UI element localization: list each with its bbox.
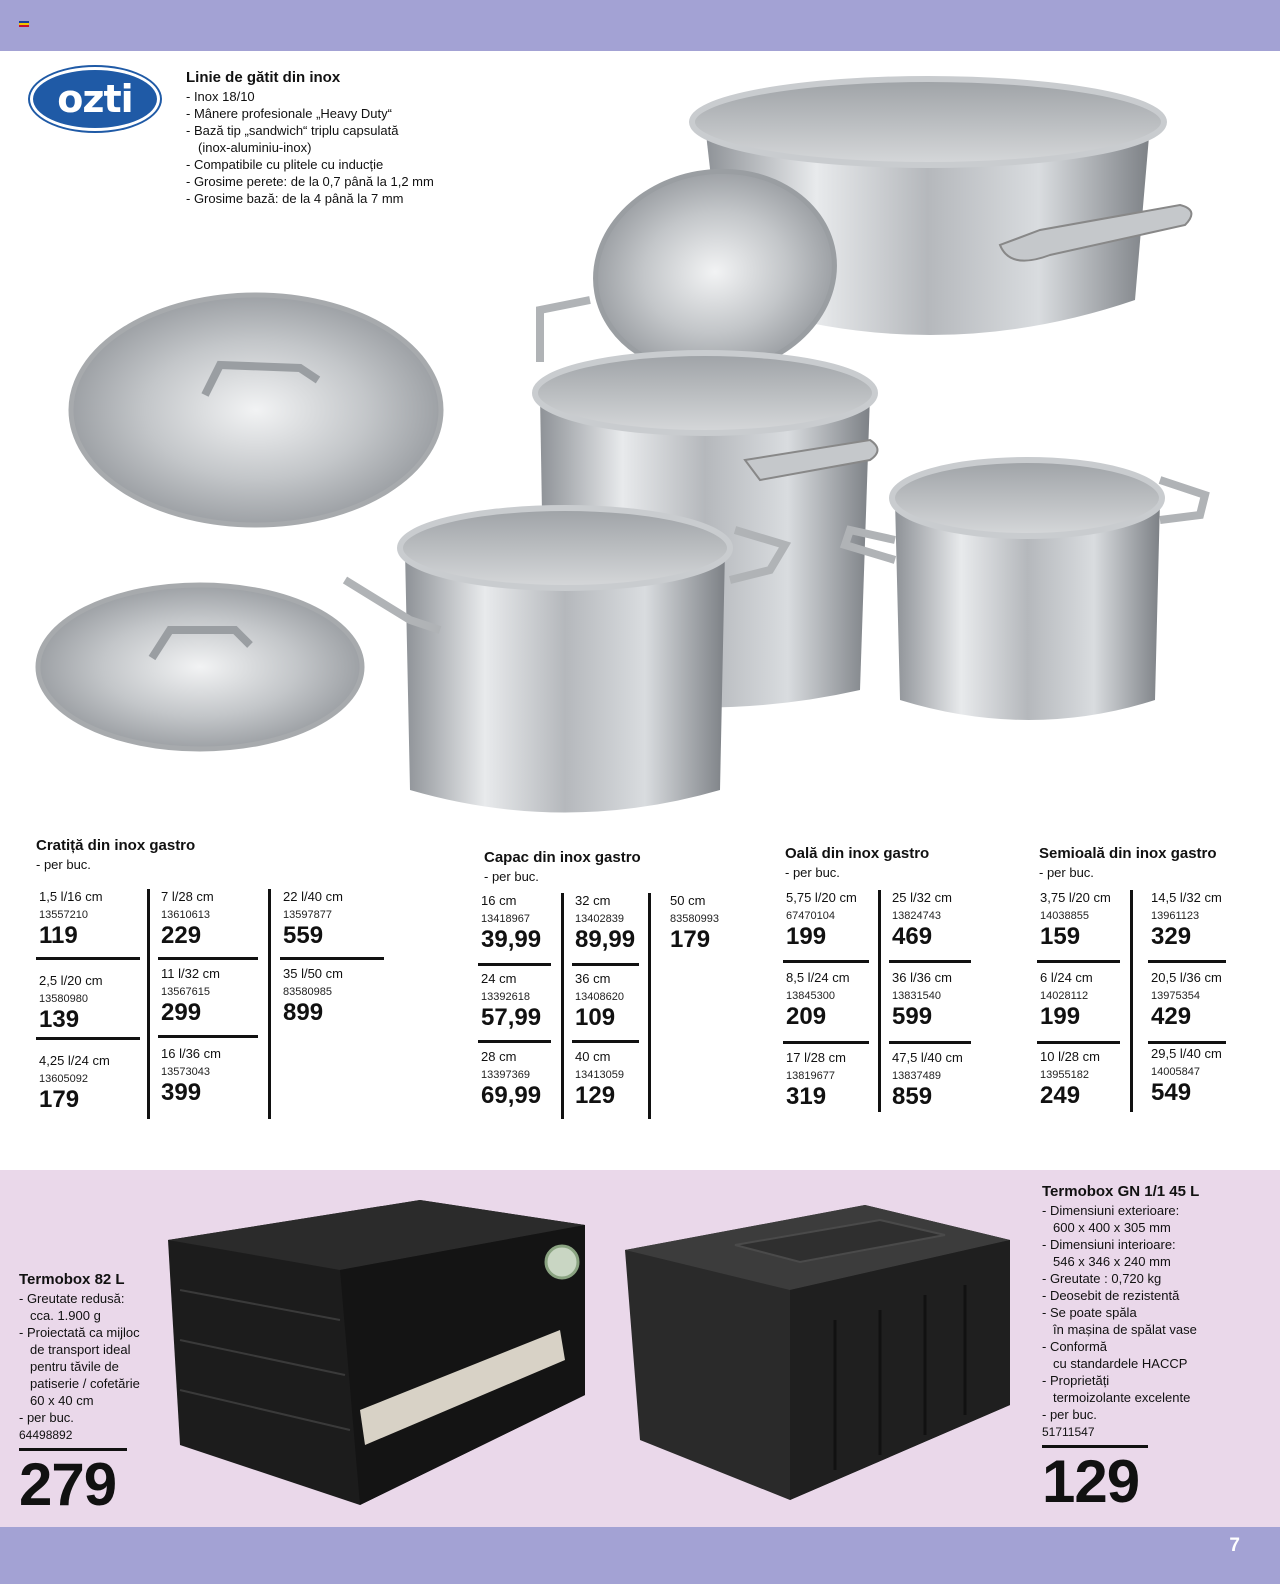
feature-item: - Mânere profesionale „Heavy Duty“	[186, 106, 392, 121]
divider	[1130, 890, 1133, 1112]
product-code: 13573043	[161, 1066, 210, 1078]
price-cell	[1040, 1049, 1150, 1110]
size-label: 47,5 l/40 cm	[892, 1050, 963, 1065]
price: 429	[1151, 1003, 1192, 1030]
size-label: 22 l/40 cm	[283, 889, 343, 904]
price: 39,99	[481, 926, 542, 953]
price: 549	[1151, 1079, 1192, 1106]
product-code: 83580993	[670, 913, 719, 925]
oala-subtitle: - per buc.	[785, 865, 840, 880]
divider	[561, 893, 564, 1119]
size-label: 3,75 l/20 cm	[1040, 890, 1111, 905]
feature-item: - Greutate : 0,720 kg	[1042, 1271, 1162, 1286]
feature-item: 546 x 346 x 240 mm	[1053, 1254, 1171, 1269]
product-code: 13955182	[1040, 1069, 1089, 1081]
price: 559	[283, 922, 324, 949]
feature-item: patiserie / cofetărie	[30, 1376, 140, 1391]
price-cell	[575, 893, 685, 954]
divider	[158, 957, 258, 960]
product-code: 14028112	[1040, 990, 1089, 1002]
product-code: 14038855	[1040, 910, 1089, 922]
size-label: 24 cm	[481, 971, 517, 986]
feature-item: - Greutate redusă:	[19, 1291, 125, 1306]
feature-item: de transport ideal	[30, 1342, 131, 1357]
feature-item: - Inox 18/10	[186, 89, 255, 104]
size-label: 8,5 l/24 cm	[786, 970, 850, 985]
big-lid	[71, 295, 441, 525]
product-code: 13580980	[39, 993, 88, 1005]
price-cell	[39, 889, 149, 950]
feature-item: - Compatibile cu plitele cu inducție	[186, 157, 384, 172]
product-code: 67470104	[786, 910, 835, 922]
termobox-82-block	[19, 1271, 169, 1518]
termobox-82-image	[168, 1200, 585, 1505]
price-cell	[1151, 1046, 1261, 1107]
divider	[878, 890, 881, 1112]
price-cell	[39, 973, 149, 1034]
logo-text: ozti	[57, 77, 133, 121]
product-code: 51711547	[1042, 1425, 1095, 1439]
price: 399	[161, 1079, 202, 1106]
capac-title: Capac din inox gastro	[484, 849, 641, 866]
feature-item: cu standardele HACCP	[1053, 1356, 1188, 1371]
price: 229	[161, 922, 202, 949]
feature-item: - Conformă	[1042, 1339, 1108, 1354]
price: 469	[892, 923, 933, 950]
size-label: 17 l/28 cm	[786, 1050, 846, 1065]
feature-item: în mașina de spălat vase	[1053, 1322, 1197, 1337]
termobox-gn-title: Termobox GN 1/1 45 L	[1042, 1183, 1200, 1200]
size-label: 16 l/36 cm	[161, 1046, 221, 1061]
price-cell	[283, 966, 393, 1027]
small-lid	[38, 585, 362, 749]
divider	[572, 963, 639, 966]
price: 899	[283, 999, 324, 1026]
price-cell	[892, 1050, 1002, 1111]
size-label: 50 cm	[670, 893, 706, 908]
price-cell	[575, 971, 685, 1032]
semioala-title: Semioală din inox gastro	[1039, 845, 1217, 862]
price: 199	[1040, 1003, 1081, 1030]
price-cell	[575, 1049, 685, 1110]
price: 329	[1151, 923, 1192, 950]
price: 129	[575, 1082, 616, 1109]
feature-item: - Grosime bază: de la 4 până la 7 mm	[186, 191, 404, 206]
size-label: 5,75 l/20 cm	[786, 890, 857, 905]
product-code: 13961123	[1151, 910, 1200, 922]
feature-item: - Dimensiuni interioare:	[1042, 1237, 1176, 1252]
product-code: 13975354	[1151, 990, 1200, 1002]
capac-subtitle: - per buc.	[484, 869, 539, 884]
price: 129	[1042, 1448, 1140, 1515]
price-cell	[283, 889, 393, 950]
divider	[280, 957, 384, 960]
price: 69,99	[481, 1082, 542, 1109]
product-code: 64498892	[19, 1428, 73, 1442]
price-cell	[161, 1046, 271, 1107]
feature-item: cca. 1.900 g	[30, 1308, 101, 1323]
divider	[1148, 960, 1226, 963]
feature-item: - per buc.	[1042, 1407, 1097, 1422]
size-label: 32 cm	[575, 893, 611, 908]
divider	[889, 960, 971, 963]
feature-item: - Proiectată ca mijloc	[19, 1325, 140, 1340]
divider	[36, 1037, 140, 1040]
size-label: 20,5 l/36 cm	[1151, 970, 1222, 985]
termobox-gn-image	[625, 1205, 1010, 1500]
price-cell	[892, 890, 1002, 951]
feature-item: - Grosime perete: de la 0,7 până la 1,2 mm	[186, 174, 434, 189]
product-code: 13605092	[39, 1073, 88, 1085]
divider	[1037, 960, 1120, 963]
price-cell	[1040, 970, 1150, 1031]
price: 199	[786, 923, 827, 950]
divider	[147, 889, 150, 1119]
price: 119	[39, 922, 78, 949]
feature-item: termoizolante excelente	[1053, 1390, 1191, 1405]
termobox-82-features	[19, 1290, 169, 1426]
product-code: 13413059	[575, 1069, 624, 1081]
feature-item: (inox-aluminiu-inox)	[198, 140, 312, 155]
page-number: 7	[1229, 1535, 1240, 1556]
product-code: 14005847	[1151, 1066, 1200, 1078]
product-code: 13408620	[575, 991, 624, 1003]
feature-item: 600 x 400 x 305 mm	[1053, 1220, 1171, 1235]
termobox-82-title: Termobox 82 L	[19, 1271, 125, 1288]
product-code: 13418967	[481, 913, 530, 925]
price-cell	[161, 889, 271, 950]
semioala-subtitle: - per buc.	[1039, 865, 1094, 880]
price: 249	[1040, 1082, 1081, 1109]
cratita-title: Cratiță din inox gastro	[36, 837, 196, 854]
product-code: 13402839	[575, 913, 624, 925]
price-cell	[1040, 890, 1150, 951]
price: 209	[786, 1003, 827, 1030]
product-code: 13824743	[892, 910, 941, 922]
divider	[1148, 1041, 1226, 1044]
front-pot	[345, 508, 785, 813]
price: 159	[1040, 923, 1081, 950]
product-code: 13610613	[161, 909, 210, 921]
price-cell	[670, 893, 780, 954]
size-label: 11 l/32 cm	[161, 966, 221, 981]
product-code: 13819677	[786, 1070, 835, 1082]
size-label: 10 l/28 cm	[1040, 1049, 1100, 1064]
price: 139	[39, 1006, 80, 1033]
size-label: 16 cm	[481, 893, 517, 908]
size-label: 25 l/32 cm	[892, 890, 952, 905]
feature-item: - per buc.	[19, 1410, 74, 1425]
price: 279	[19, 1451, 117, 1518]
price: 859	[892, 1083, 933, 1110]
feature-item: - Bază tip „sandwich“ triplu capsulată	[186, 123, 399, 138]
size-label: 14,5 l/32 cm	[1151, 890, 1222, 905]
divider	[889, 1041, 971, 1044]
product-code: 83580985	[283, 986, 332, 998]
product-code: 13397369	[481, 1069, 530, 1081]
divider	[572, 1040, 639, 1043]
size-label: 6 l/24 cm	[1040, 970, 1093, 985]
product-code: 13567615	[161, 986, 210, 998]
oala-title: Oală din inox gastro	[785, 845, 930, 862]
size-label: 35 l/50 cm	[283, 966, 343, 981]
divider	[36, 957, 140, 960]
divider	[158, 1035, 258, 1038]
price-cell	[39, 1053, 149, 1114]
size-label: 29,5 l/40 cm	[1151, 1046, 1222, 1061]
divider	[783, 1041, 869, 1044]
right-pot	[845, 460, 1205, 720]
divider	[783, 960, 869, 963]
feature-item: pentru tăvile de	[30, 1359, 119, 1374]
product-code: 13557210	[39, 909, 88, 921]
product-code: 13845300	[786, 990, 835, 1002]
size-label: 40 cm	[575, 1049, 611, 1064]
divider	[268, 889, 271, 1119]
size-label: 1,5 l/16 cm	[39, 889, 103, 904]
size-label: 4,25 l/24 cm	[39, 1053, 110, 1068]
intro-title: Linie de gătit din inox	[186, 69, 341, 86]
size-label: 7 l/28 cm	[161, 889, 214, 904]
divider	[478, 1040, 551, 1043]
feature-item: - Deosebit de rezistentă	[1042, 1288, 1180, 1303]
price-cell	[892, 970, 1002, 1031]
price: 179	[670, 926, 711, 953]
price: 179	[39, 1086, 80, 1113]
price: 89,99	[575, 926, 636, 953]
price: 599	[892, 1003, 933, 1030]
divider	[1037, 1041, 1120, 1044]
price-cell	[161, 966, 271, 1027]
price: 319	[786, 1083, 827, 1110]
size-label: 36 l/36 cm	[892, 970, 952, 985]
feature-item: - Dimensiuni exterioare:	[1042, 1203, 1180, 1218]
product-code: 13837489	[892, 1070, 941, 1082]
size-label: 2,5 l/20 cm	[39, 973, 103, 988]
product-code: 13392618	[481, 991, 530, 1003]
termobox-gn-features	[1042, 1202, 1242, 1423]
size-label: 36 cm	[575, 971, 611, 986]
price-cell	[1151, 970, 1261, 1031]
price-cell	[1151, 890, 1261, 951]
divider	[648, 893, 651, 1119]
feature-item: - Se poate spăla	[1042, 1305, 1137, 1320]
price: 299	[161, 999, 202, 1026]
size-label: 28 cm	[481, 1049, 517, 1064]
termobox-gn-block	[1042, 1183, 1242, 1515]
product-code: 13831540	[892, 990, 941, 1002]
cratita-subtitle: - per buc.	[36, 857, 91, 872]
bottom-bar	[0, 1527, 1280, 1584]
feature-item: 60 x 40 cm	[30, 1393, 94, 1408]
product-code: 13597877	[283, 909, 332, 921]
feature-item: - Proprietăți	[1042, 1373, 1110, 1388]
price: 57,99	[481, 1004, 542, 1031]
divider	[478, 963, 551, 966]
price: 109	[575, 1004, 616, 1031]
